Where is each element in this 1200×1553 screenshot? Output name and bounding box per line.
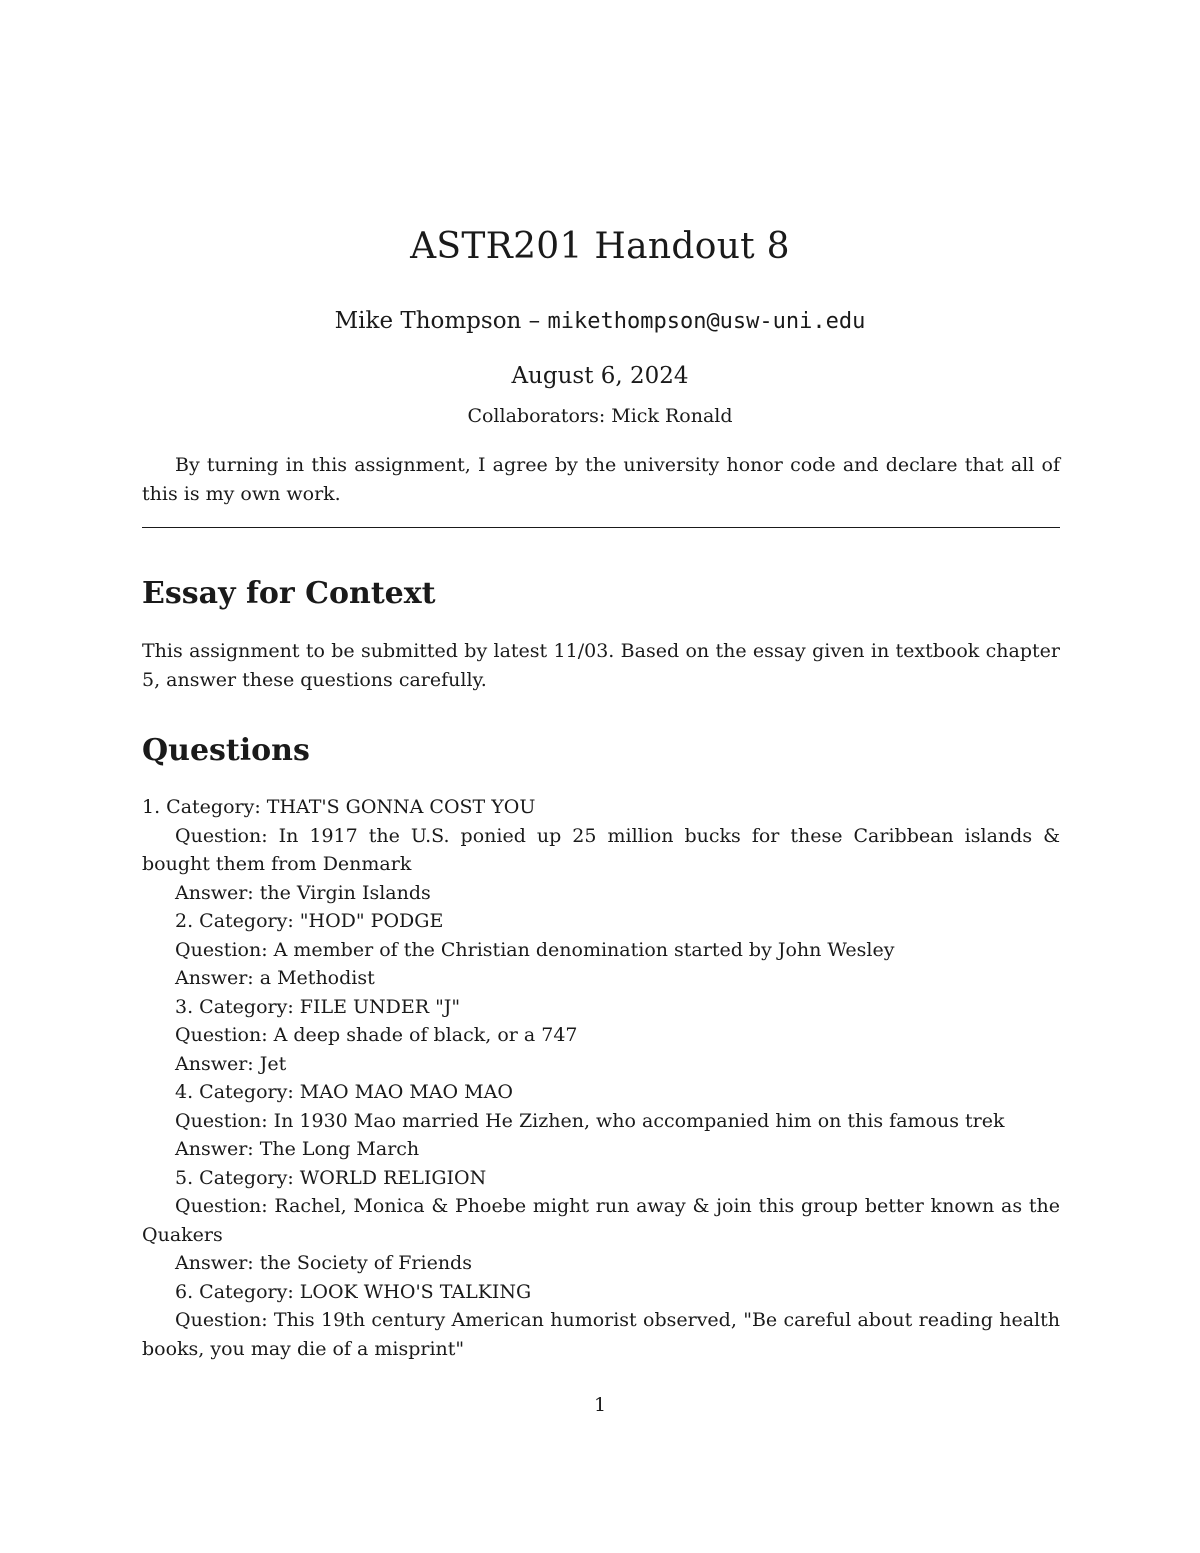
question-line: Answer: the Virgin Islands: [175, 881, 431, 904]
question-line: Answer: Jet: [175, 1052, 287, 1075]
question-line: Question: In 1917 the U.S. ponied up 25 million bucks for these Caribbean islands & bought them from Denmark: [142, 824, 1060, 875]
question-line: Question: This 19th century American humorist observed, "Be careful about reading health books, you may die of a misprint": [142, 1309, 1060, 1360]
honor-statement: By turning in this assignment, I agree by the university honor code and declare that all of this is my own work.: [142, 454, 1060, 505]
question-line: Answer: The Long March: [175, 1138, 420, 1160]
author-line: [0, 307, 1200, 336]
question-line: 1. Category: THAT'S GONNA COST YOU: [142, 796, 536, 818]
author-separator: –: [521, 308, 548, 334]
essay-paragraph: This assignment to be submitted by latest 11/03. Based on the essay given in textbook chapter 5, answer these questions carefully.: [142, 640, 1060, 691]
author-email: mikethompson@usw-uni.edu: [547, 309, 866, 334]
collaborators: Collaborators: Mick Ronald: [467, 405, 733, 427]
question-line: 3. Category: FILE UNDER "J": [175, 995, 461, 1018]
page-number: 1: [593, 1394, 607, 1416]
section-heading-essay: Essay for Context: [142, 576, 436, 611]
question-line: Answer: the Society of Friends: [175, 1252, 472, 1274]
document-date: August 6, 2024: [511, 363, 689, 389]
document-title: ASTR201 Handout 8: [410, 226, 790, 267]
question-line: Answer: a Methodist: [175, 967, 375, 989]
question-line: 4. Category: MAO MAO MAO MAO: [175, 1081, 513, 1103]
question-line: 2. Category: "HOD" PODGE: [175, 910, 444, 932]
question-line: 5. Category: WORLD RELIGION: [175, 1166, 487, 1189]
question-line: Question: Rachel, Monica & Phoebe might run away & join this group better known as the Quakers: [142, 1195, 1060, 1246]
author-name: Mike Thompson: [334, 308, 522, 334]
question-line: 6. Category: LOOK WHO'S TALKING: [175, 1280, 532, 1303]
question-line: Question: A member of the Christian denomination started by John Wesley: [175, 938, 895, 961]
question-line: Question: A deep shade of black, or a 747: [175, 1024, 578, 1046]
section-heading-questions: Questions: [142, 733, 310, 768]
question-line: Question: In 1930 Mao married He Zizhen, who accompanied him on this famous trek: [175, 1109, 1005, 1132]
questions-list: [142, 793, 1060, 1363]
horizontal-rule: [142, 527, 1060, 528]
